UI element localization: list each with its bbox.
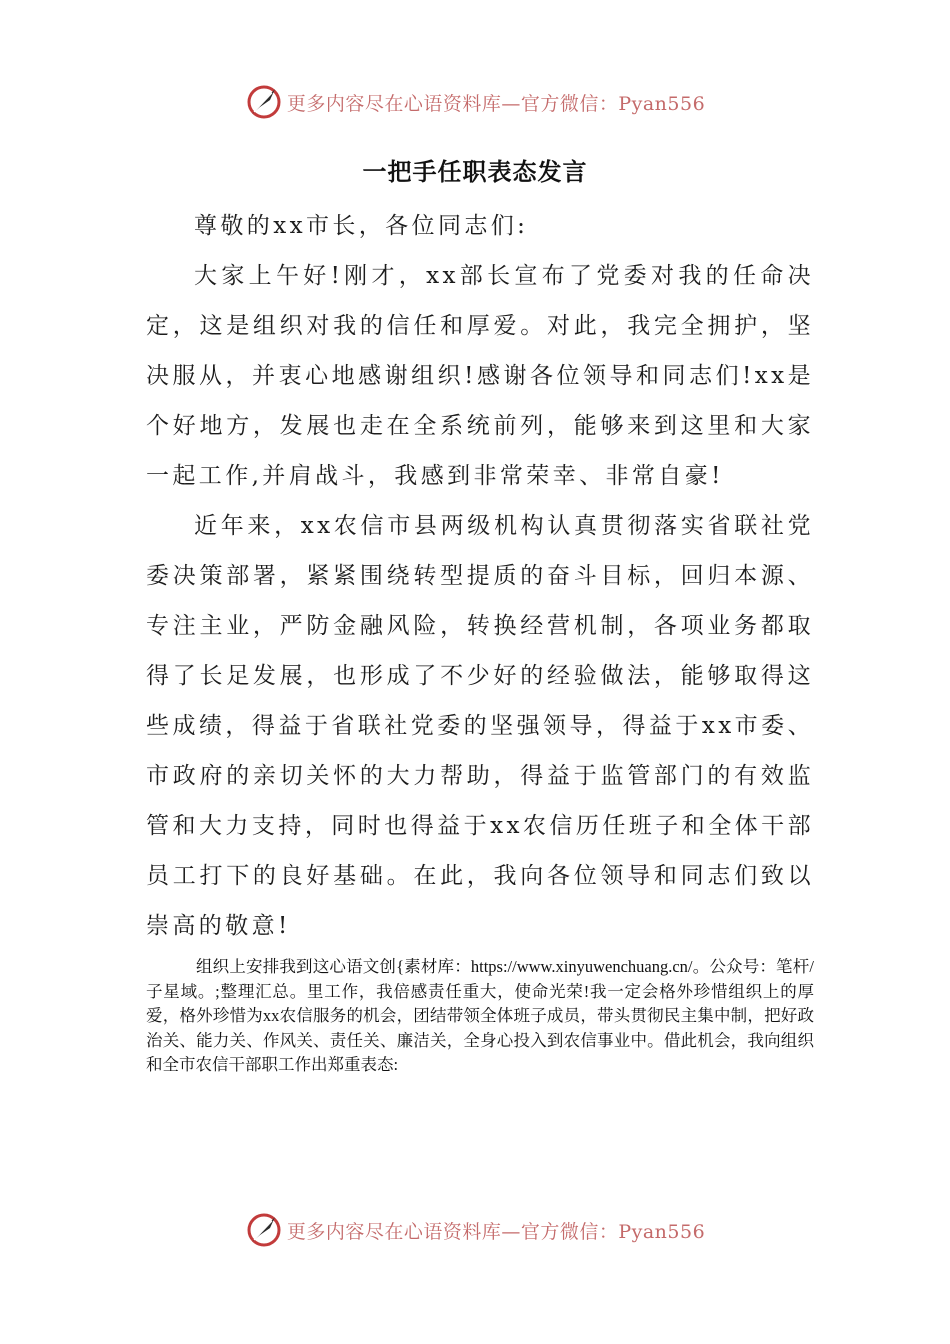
body-paragraph: 近年来，xx农信市县两级机构认真贯彻落实省联社党委决策部署，紧紧围绕转型提质的奋斗目标，回归本源、专注主业，严防金融风险，转换经营机制，各项业务都取得了长足发展，也形成了不少好的经验做法，能够取得这些成绩，得益于省联社党委的坚强领导，得益于xx市委、市政府的亲切关怀的大力帮助，得益于监管部门的有效监管和大力支持，同时也得益于xx农信历任班子和全体干部员工打下的良好基础。在此，我向各位领导和同志们致以崇高的敬意! bbox=[146, 513, 814, 939]
salutation-paragraph: 尊敬的xx市长，各位同志们: bbox=[194, 213, 529, 239]
small-text-block bbox=[146, 955, 814, 1078]
document-title: 一把手任职表态发言 bbox=[362, 158, 588, 186]
quill-logo-icon bbox=[245, 83, 283, 121]
document-body bbox=[146, 201, 814, 951]
body-paragraph: 大家上午好!刚才，xx部长宣布了党委对我的任命决定，这是组织对我的信任和厚爱。对此，我完全拥护，坚决服从，并衷心地感谢组织!感谢各位领导和同志们!xx是个好地方，发展也走在全系统前列，能够来到这里和大家一起工作,并肩战斗，我感到非常荣幸、非常自豪! bbox=[146, 263, 814, 489]
footer-banner bbox=[0, 1208, 950, 1252]
quill-logo-icon bbox=[245, 1211, 283, 1249]
header-banner bbox=[0, 80, 950, 124]
header-banner-text: 更多内容尽在心语资料库—官方微信：Pyan556 bbox=[286, 92, 706, 115]
footer-banner-text: 更多内容尽在心语资料库—官方微信：Pyan556 bbox=[286, 1220, 706, 1243]
small-paragraph: 组织上安排我到这心语文创{素材库：https://www.xinyuwenchuang.cn/。公众号：笔杆/子星域。;整理汇总。里工作，我倍感责任重大，使命光荣!我一定会格外珍惜组织上的厚爱，格外珍惜为xx农信服务的机会，团结带领全体班子成员，带头贯彻民主集中制，把好政治关、能力关、作风关、责任关、廉洁关，全身心投入到农信事业中。借此机会，我向组织和全市农信干部职工作出郑重表态: bbox=[146, 957, 814, 1074]
